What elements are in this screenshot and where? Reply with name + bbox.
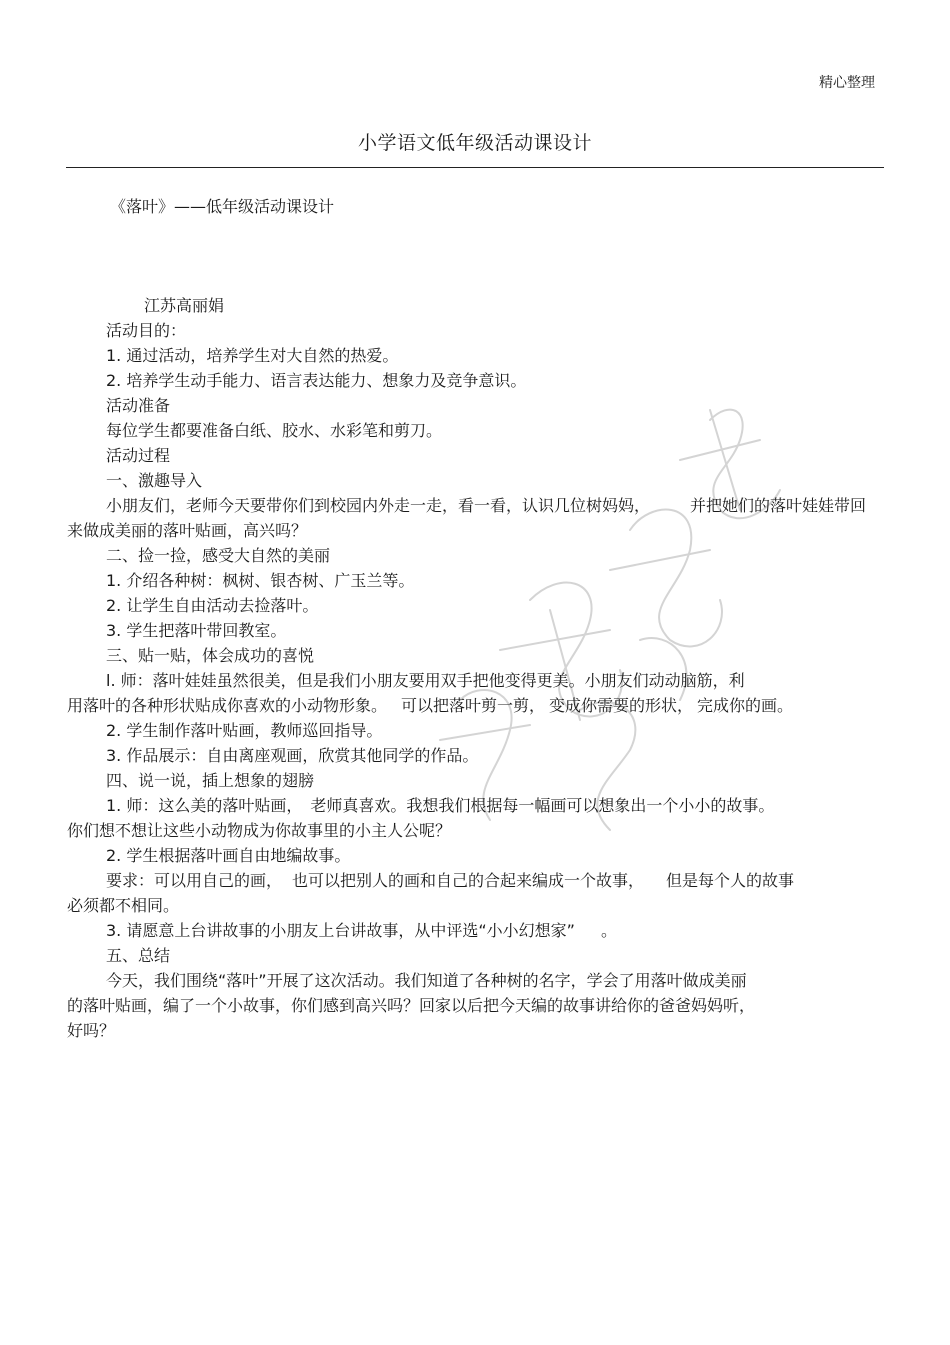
section-3-item-1-part-b: 可以把落叶剪一剪， xyxy=(401,696,546,715)
section-3-item-1-line-1: l. 师：落叶娃娃虽然很美，但是我们小朋友要用双手把他变得更美。小朋友们动动脑筋，利 xyxy=(106,671,745,690)
document-body xyxy=(67,293,875,1043)
section-2-item-3: 3. 学生把落叶带回教室。 xyxy=(106,621,287,640)
section-5-heading: 五、总结 xyxy=(106,946,171,965)
header-rule xyxy=(66,167,884,168)
section-3-item-1-line-2 xyxy=(67,693,875,718)
page-title: 小学语文低年级活动课设计 xyxy=(357,132,592,154)
section-3-item-3: 3. 作品展示：自由离座观画，欣赏其他同学的作品。 xyxy=(106,746,479,765)
section-4-requirement-part-c: 但是每个人的故事 xyxy=(666,871,795,890)
author: 江苏高丽娟 xyxy=(144,296,225,315)
section-1-paragraph xyxy=(67,493,875,543)
section-3-item-1-part-d: 完成你的画。 xyxy=(697,696,794,715)
section-1-text-b: 并把她们的落叶娃娃带回来做成美丽的落叶贴画，高兴吗？ xyxy=(67,496,867,540)
section-2-item-1: 1. 介绍各种树：枫树、银杏树、广玉兰等。 xyxy=(106,571,415,590)
goal-item-1: 1. 通过活动，培养学生对大自然的热爱。 xyxy=(106,346,399,365)
section-4-item-1-part-a: 1. 师：这么美的落叶贴画， xyxy=(106,796,303,815)
prep-text: 每位学生都要准备白纸、胶水、水彩笔和剪刀。 xyxy=(106,421,443,440)
section-3-item-1-part-a: 用落叶的各种形状贴成你喜欢的小动物形象。 xyxy=(67,696,388,715)
goals-heading: 活动目的： xyxy=(106,321,187,340)
section-5-line-2: 的落叶贴画，编了一个小故事，你们感到高兴吗？回家以后把今天编的故事讲给你的爸爸妈妈听， xyxy=(67,996,756,1015)
section-4-item-3-part-a: 3. 请愿意上台讲故事的小朋友上台讲故事，从中评选“小小幻想家” xyxy=(106,921,575,940)
section-4-requirement-part-a: 要求：可以用自己的画， xyxy=(106,871,283,890)
corner-note: 精心整理 xyxy=(819,75,875,91)
prep-heading: 活动准备 xyxy=(106,396,171,415)
section-4-item-1-line-1 xyxy=(67,793,875,818)
section-4-requirement-line-1 xyxy=(67,868,875,893)
section-4-item-1-line-2: 你们想不想让这些小动物成为你故事里的小主人公呢？ xyxy=(67,821,452,840)
section-3-item-1-part-c: 变成你需要的形状， xyxy=(549,696,694,715)
section-5-line-3: 好吗？ xyxy=(67,1021,116,1040)
section-1-heading: 一、激趣导入 xyxy=(106,471,203,490)
section-4-heading: 四、说一说，插上想象的翅膀 xyxy=(106,771,315,790)
section-1-text-a: 小朋友们，老师今天要带你们到校园内外走一走，看一看，认识几位树妈妈， xyxy=(106,496,651,515)
section-5-line-1: 今天，我们围绕“落叶”开展了这次活动。我们知道了各种树的名字，学会了用落叶做成美丽 xyxy=(106,971,747,990)
section-4-item-2: 2. 学生根据落叶画自由地编故事。 xyxy=(106,846,351,865)
document-subtitle: 《落叶》——低年级活动课设计 xyxy=(110,197,335,216)
section-2-heading: 二、捡一捡，感受大自然的美丽 xyxy=(106,546,331,565)
section-4-requirement-line-2: 必须都不相同。 xyxy=(67,896,180,915)
section-4-requirement-part-b: 也可以把别人的画和自己的合起来编成一个故事， xyxy=(292,871,645,890)
goal-item-2: 2. 培养学生动手能力、语言表达能力、想象力及竞争意识。 xyxy=(106,371,527,390)
section-4-item-3-part-b: 。 xyxy=(600,921,617,940)
section-3-item-2: 2. 学生制作落叶贴画，教师巡回指导。 xyxy=(106,721,383,740)
section-4-item-3 xyxy=(67,918,875,943)
section-4-item-1-part-b: 老师真喜欢。我想我们根据每一幅画可以想象出一个小小的故事。 xyxy=(310,796,775,815)
process-heading: 活动过程 xyxy=(106,446,171,465)
section-2-item-2: 2. 让学生自由活动去捡落叶。 xyxy=(106,596,319,615)
section-3-heading: 三、贴一贴，体会成功的喜悦 xyxy=(106,646,315,665)
